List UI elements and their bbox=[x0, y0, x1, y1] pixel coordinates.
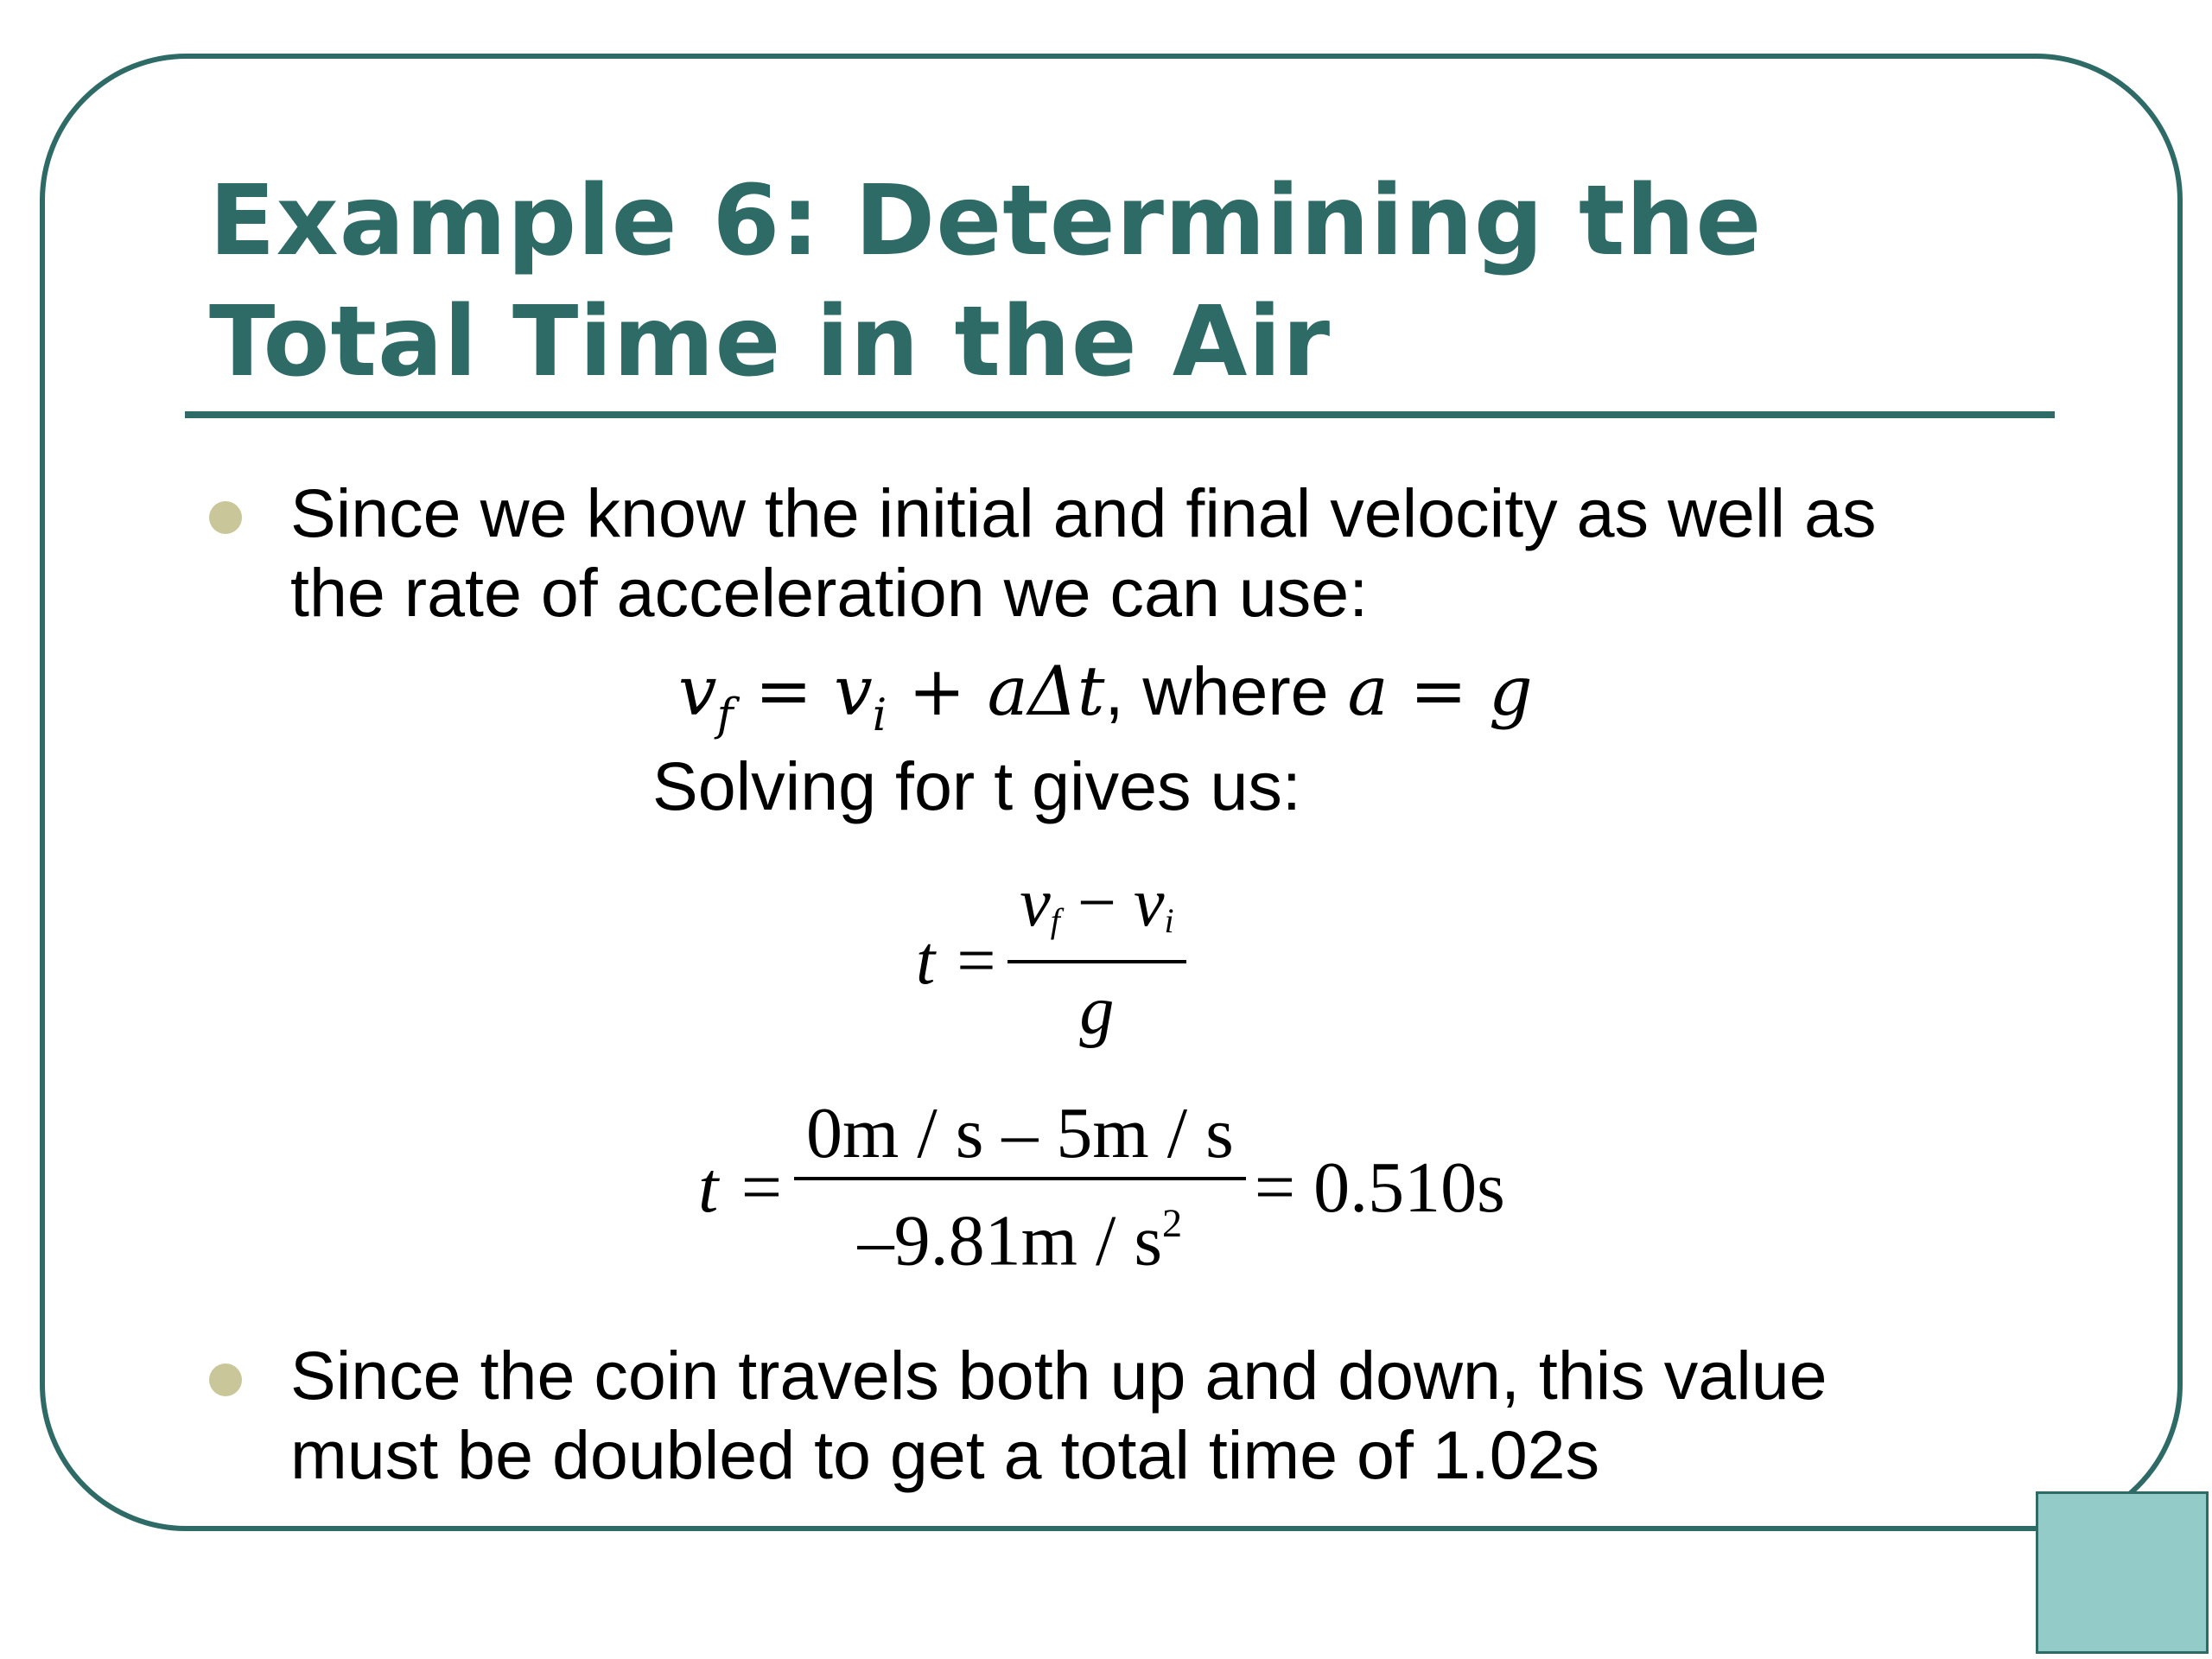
slide-title bbox=[209, 161, 2024, 403]
bullet-text-2 bbox=[290, 1336, 2062, 1495]
eq2-denominator: g bbox=[1079, 973, 1115, 1049]
eq3-numerator: 0m / s – 5m / s bbox=[806, 1093, 1234, 1173]
eq3-result: = 0.510s bbox=[1254, 1147, 1505, 1228]
bullet-1-line-2: the rate of acceleration we can use: bbox=[290, 554, 1369, 631]
eq1-equals: = bbox=[754, 652, 812, 731]
bullet-2-line-2: must be doubled to get a total time of 1.02s bbox=[290, 1416, 1600, 1493]
eq1-where: , where bbox=[1104, 652, 1348, 729]
eq1-vf: v bbox=[678, 652, 717, 731]
eq2-lhs: t = bbox=[916, 923, 1000, 999]
bullet-icon bbox=[209, 501, 242, 534]
eq3-lhs: t = bbox=[698, 1147, 786, 1228]
solving-text: Solving for t gives us: bbox=[652, 747, 1301, 824]
corner-decoration bbox=[2036, 1491, 2209, 1654]
eq1-vf-sub: f bbox=[716, 689, 734, 741]
eq1-a: a bbox=[1347, 652, 1389, 731]
bullet-icon bbox=[209, 1363, 242, 1396]
title-line-2: Total Time in the Air bbox=[209, 286, 1332, 398]
eq1-equals-2: = bbox=[1409, 652, 1467, 731]
eq3-denominator: $-9.81m / s^2$ bbox=[857, 1200, 1183, 1281]
title-line-1: Example 6: Determining the bbox=[209, 165, 1763, 277]
time-formula bbox=[916, 864, 1186, 1058]
bullet-1-line-1: Since we know the initial and final velocity as well as bbox=[290, 474, 1877, 551]
bullet-2-line-1: Since the coin travels both up and down, this value bbox=[290, 1337, 1827, 1414]
title-underline bbox=[185, 411, 2055, 418]
eq1-plus: + bbox=[908, 652, 966, 731]
eq1-vi-sub: i bbox=[872, 689, 887, 741]
eq1-vi: v bbox=[834, 652, 873, 731]
time-calculation bbox=[698, 1090, 1505, 1284]
eq2-numerator: $v_f - v_i$ bbox=[1020, 865, 1174, 941]
velocity-equation bbox=[678, 648, 1533, 759]
eq1-g: g bbox=[1489, 652, 1533, 731]
eq1-rhs: aΔt bbox=[987, 652, 1105, 731]
eq3-fraction bbox=[794, 1090, 1246, 1284]
bullet-text-1 bbox=[290, 474, 2062, 632]
eq2-fraction bbox=[1007, 864, 1185, 1058]
